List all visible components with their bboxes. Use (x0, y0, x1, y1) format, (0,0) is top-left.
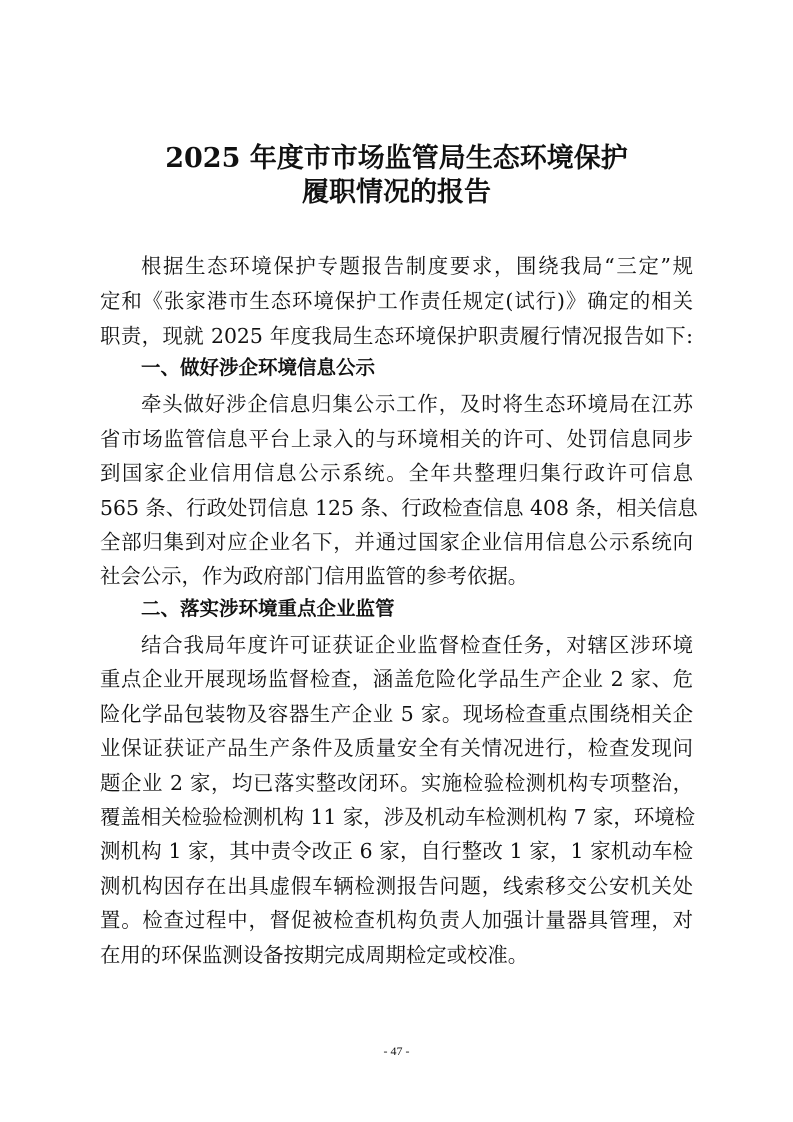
section-2-paragraph-line: 在用的环保监测设备按期完成周期检定或校准。 (100, 943, 529, 967)
section-2-paragraph-line: 结合我局年度许可证获证企业监督检查任务，对辖区涉环境 (141, 633, 693, 657)
section-2-paragraph-line: 题企业 2 家，均已落实整改闭环。实施检验检测机构专项整治， (100, 771, 693, 795)
intro-paragraph-line: 定和《张家港市生态环境保护工作责任规定(试行)》确定的相关 (100, 289, 693, 313)
section-1-paragraph-line: 到国家企业信用信息公示系统。全年共整理归集行政许可信息 (100, 461, 693, 485)
intro-paragraph-line: 根据生态环境保护专题报告制度要求，围绕我局“三定”规 (141, 254, 693, 278)
section-2-paragraph-line: 险化学品包装物及容器生产企业 5 家。现场检查重点围绕相关企 (100, 702, 693, 726)
section-2-paragraph-line: 重点企业开展现场监督检查，涵盖危险化学品生产企业 2 家、危 (100, 667, 693, 691)
section-2-paragraph-line: 覆盖相关检验检测机构 11 家，涉及机动车检测机构 7 家，环境检 (100, 805, 695, 829)
page-number: - 47 - (383, 1044, 410, 1058)
section-1-paragraph-line: 全部归集到对应企业名下，并通过国家企业信用信息公示系统向 (100, 530, 693, 554)
section-2-paragraph-line: 置。检查过程中，督促被检查机构负责人加强计量器具管理，对 (100, 908, 693, 932)
section-1-paragraph-line: 社会公示，作为政府部门信用监管的参考依据。 (100, 564, 529, 588)
section-heading-2: 二、落实涉环境重点企业监管 (141, 597, 395, 620)
section-2-paragraph-line: 测机构因存在出具虚假车辆检测报告问题，线索移交公安机关处 (100, 874, 693, 898)
section-2-paragraph-line: 测机构 1 家，其中责令改正 6 家，自行整改 1 家，1 家机动车检 (100, 839, 693, 863)
report-title-line-2: 履职情况的报告 (302, 177, 491, 208)
section-1-paragraph-line: 省市场监管信息平台上录入的与环境相关的许可、处罚信息同步 (100, 427, 693, 451)
report-title-line-1: 2025 年度市市场监管局生态环境保护 (165, 143, 628, 174)
section-2-paragraph-line: 业保证获证产品生产条件及质量安全有关情况进行，检查发现问 (100, 736, 693, 760)
section-1-paragraph-line: 565 条、行政处罚信息 125 条、行政检查信息 408 条，相关信息 (100, 496, 698, 520)
section-1-paragraph-line: 牵头做好涉企信息归集公示工作，及时将生态环境局在江苏 (141, 392, 693, 416)
intro-paragraph-line: 职责，现就 2025 年度我局生态环境保护职责履行情况报告如下: (100, 324, 693, 348)
section-heading-1: 一、做好涉企环境信息公示 (141, 356, 376, 379)
